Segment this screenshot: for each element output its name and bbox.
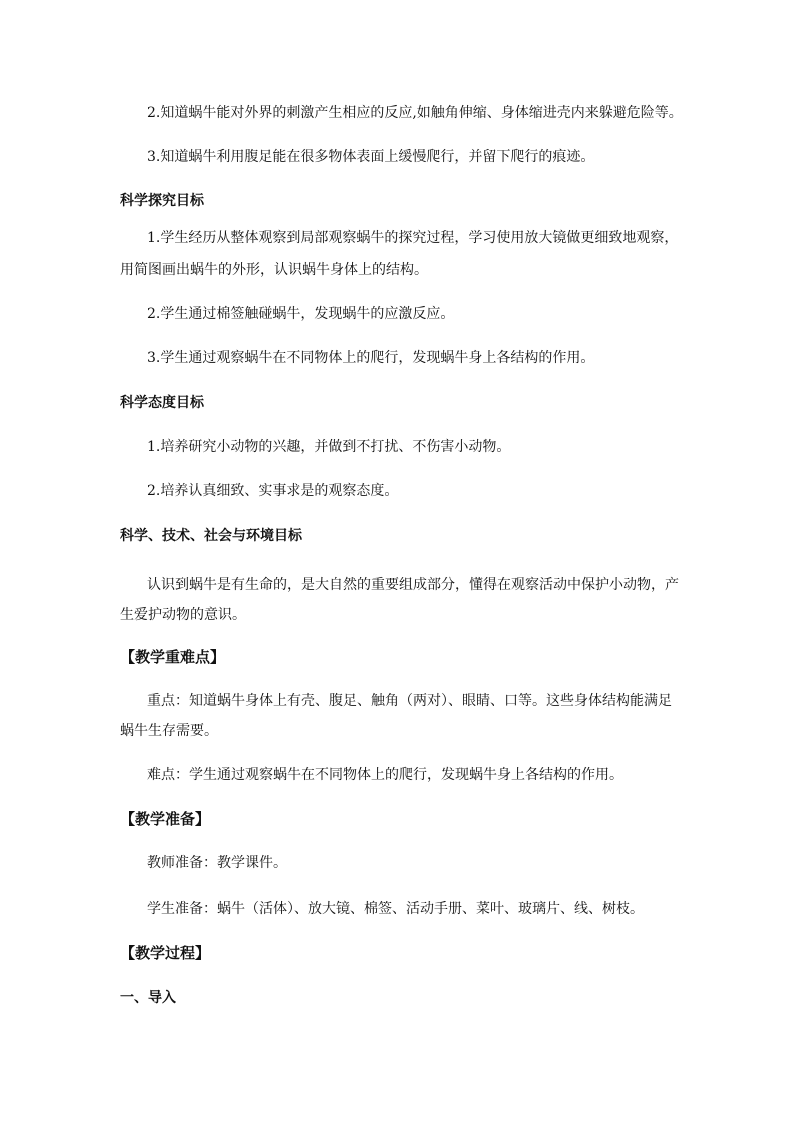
subsection-heading-intro: 一、导入 — [120, 990, 176, 1006]
inquiry-item-1-cont: 用简图画出蜗牛的外形，认识蜗牛身体上的结构。 — [120, 262, 428, 278]
inquiry-item-2: 2.学生通过棉签触碰蜗牛，发现蜗牛的应激反应。 — [147, 306, 455, 322]
stse-paragraph-cont: 生爱护动物的意识。 — [120, 607, 246, 623]
section-heading-attitude: 科学态度目标 — [120, 395, 204, 411]
attitude-item-2: 2.培养认真细致、实事求是的观察态度。 — [147, 483, 399, 499]
student-preparation: 学生准备：蜗牛（活体）、放大镜、棉签、活动手册、菜叶、玻璃片、线、树枝。 — [147, 901, 644, 917]
attitude-item-1: 1.培养研究小动物的兴趣，并做到不打扰、不伤害小动物。 — [147, 439, 511, 455]
stse-paragraph: 认识到蜗牛是有生命的，是大自然的重要组成部分，懂得在观察活动中保护小动物，产 — [147, 577, 679, 593]
key-point-cont: 蜗牛生存需要。 — [120, 723, 218, 739]
section-heading-process: 【教学过程】 — [120, 944, 211, 962]
section-heading-key-points: 【教学重难点】 — [120, 648, 226, 666]
inquiry-item-1: 1.学生经历从整体观察到局部观察蜗牛的探究过程，学习使用放大镜做更细致地观察， — [147, 230, 679, 246]
inquiry-item-3: 3.学生通过观察蜗牛在不同物体上的爬行，发现蜗牛身上各结构的作用。 — [147, 350, 595, 366]
section-heading-stse: 科学、技术、社会与环境目标 — [120, 528, 302, 544]
section-heading-inquiry: 科学探究目标 — [120, 193, 204, 209]
goal-item-2: 2.知道蜗牛能对外界的刺激产生相应的反应,如触角伸缩、身体缩进壳内来躲避危险等。 — [147, 105, 683, 121]
section-heading-preparation: 【教学准备】 — [120, 810, 211, 828]
goal-item-3: 3.知道蜗牛利用腹足能在很多物体表面上缓慢爬行，并留下爬行的痕迹。 — [147, 149, 595, 165]
teacher-preparation: 教师准备：教学课件。 — [147, 855, 287, 871]
key-point: 重点：知道蜗牛身体上有壳、腹足、触角（两对）、眼睛、口等。这些身体结构能满足 — [147, 693, 672, 709]
difficult-point: 难点：学生通过观察蜗牛在不同物体上的爬行，发现蜗牛身上各结构的作用。 — [147, 767, 623, 783]
